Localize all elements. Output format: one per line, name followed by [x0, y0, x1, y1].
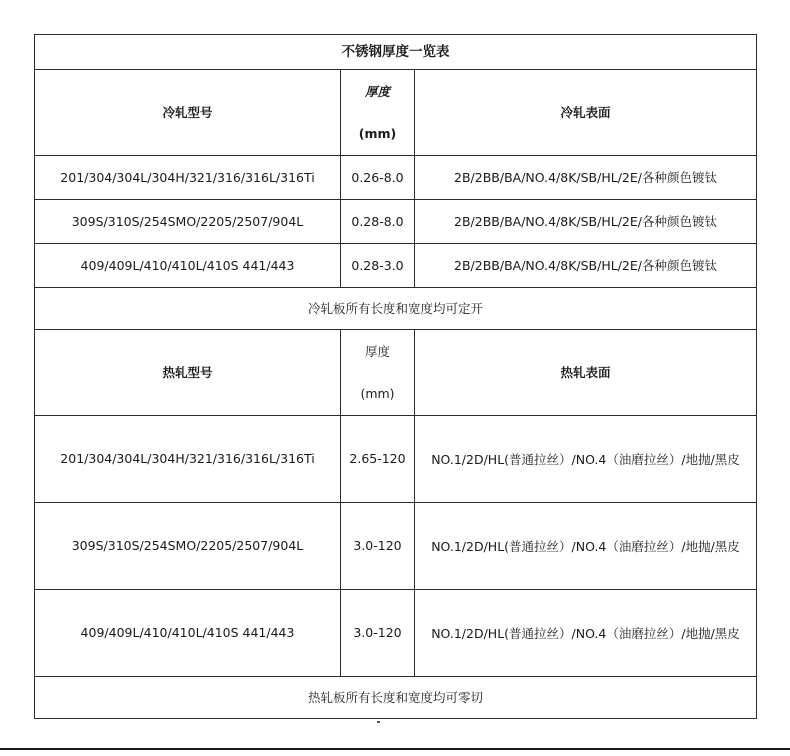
- hot-surface-header: 热轧表面: [415, 330, 757, 416]
- hot-row-3-thickness: 3.0-120: [341, 590, 415, 677]
- hot-row-2-model: 309S/310S/254SMO/2205/2507/904L: [35, 503, 341, 590]
- cold-header-row: [35, 70, 757, 156]
- hot-row-1-model: 201/304/304L/304H/321/316/316L/316Ti: [35, 416, 341, 503]
- cold-row-2-surface: 2B/2BB/BA/NO.4/8K/SB/HL/2E/各种颜色镀钛: [415, 200, 757, 244]
- stainless-thickness-table: [34, 34, 757, 719]
- title-row: [35, 35, 757, 70]
- table-row: [35, 590, 757, 677]
- hot-thickness-label: 厚度: [364, 343, 390, 359]
- cold-note: 冷轧板所有长度和宽度均可定开: [35, 288, 757, 330]
- cold-row-3-surface: 2B/2BB/BA/NO.4/8K/SB/HL/2E/各种颜色镀钛: [415, 244, 757, 288]
- cold-note-row: [35, 288, 757, 330]
- hot-row-1-surface: NO.1/2D/HL(普通拉丝）/NO.4（油磨拉丝）/地抛/黑皮: [415, 416, 757, 503]
- cold-thickness-header: [341, 70, 415, 156]
- hot-note-row: [35, 677, 757, 719]
- hot-row-1-thickness: 2.65-120: [341, 416, 415, 503]
- stray-mark: [377, 721, 380, 723]
- table-row: [35, 200, 757, 244]
- cold-row-1-model: 201/304/304L/304H/321/316/316L/316Ti: [35, 156, 341, 200]
- table-row: [35, 156, 757, 200]
- cold-thickness-unit: (mm): [358, 125, 397, 141]
- cold-row-1-surface: 2B/2BB/BA/NO.4/8K/SB/HL/2E/各种颜色镀钛: [415, 156, 757, 200]
- hot-thickness-header: [341, 330, 415, 416]
- hot-row-3-model: 409/409L/410/410L/410S 441/443: [35, 590, 341, 677]
- cold-model-header: 冷轧型号: [35, 70, 341, 156]
- hot-row-2-surface: NO.1/2D/HL(普通拉丝）/NO.4（油磨拉丝）/地抛/黑皮: [415, 503, 757, 590]
- cold-thickness-label: 厚度: [364, 83, 390, 99]
- cold-row-2-thickness: 0.28-8.0: [341, 200, 415, 244]
- table-row: [35, 244, 757, 288]
- hot-note: 热轧板所有长度和宽度均可零切: [35, 677, 757, 719]
- bottom-divider: [0, 748, 790, 750]
- hot-thickness-unit: (mm): [360, 385, 395, 401]
- cold-row-2-model: 309S/310S/254SMO/2205/2507/904L: [35, 200, 341, 244]
- cold-row-1-thickness: 0.26-8.0: [341, 156, 415, 200]
- hot-row-2-thickness: 3.0-120: [341, 503, 415, 590]
- table-title: 不锈钢厚度一览表: [35, 35, 757, 70]
- hot-row-3-surface: NO.1/2D/HL(普通拉丝）/NO.4（油磨拉丝）/地抛/黑皮: [415, 590, 757, 677]
- cold-surface-header: 冷轧表面: [415, 70, 757, 156]
- table-row: [35, 416, 757, 503]
- cold-row-3-model: 409/409L/410/410L/410S 441/443: [35, 244, 341, 288]
- cold-row-3-thickness: 0.28-3.0: [341, 244, 415, 288]
- table-row: [35, 503, 757, 590]
- hot-model-header: 热轧型号: [35, 330, 341, 416]
- hot-header-row: [35, 330, 757, 416]
